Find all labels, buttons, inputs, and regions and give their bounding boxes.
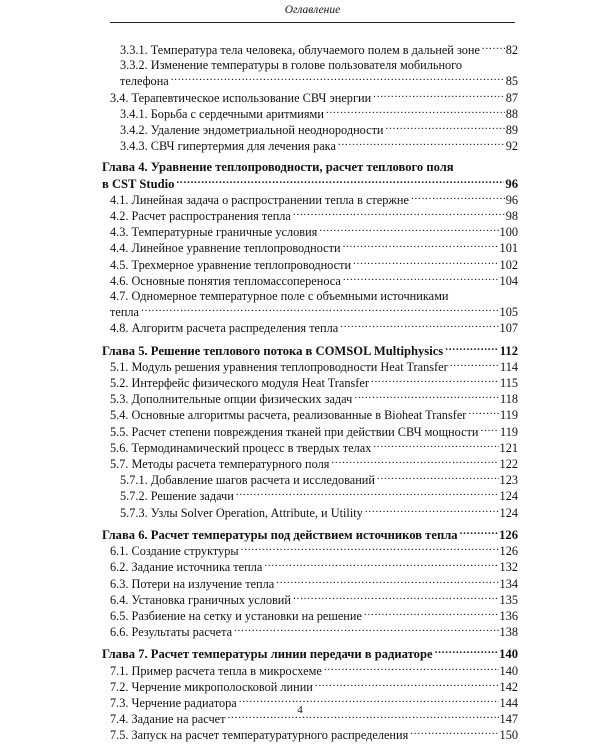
- toc-entry-title: Глава 5. Решение теплового потока в COMSOL Multiphysics: [102, 343, 444, 358]
- toc-chapter-entry[interactable]: [102, 646, 518, 662]
- toc-page-number: 132: [499, 560, 518, 575]
- dot-leader: [373, 90, 505, 102]
- toc-page-number: 142: [499, 679, 518, 694]
- toc-entry-title: 6.3. Потери на излучение тепла: [110, 576, 275, 591]
- toc-page-number: 119: [500, 408, 518, 423]
- toc-page-number: 118: [500, 392, 518, 407]
- toc-page-number: 104: [499, 273, 518, 288]
- toc-entry-title: 4.3. Температурные граничные условия: [110, 225, 318, 240]
- toc-entry[interactable]: [110, 289, 518, 320]
- toc-chapter-entry[interactable]: [102, 160, 518, 191]
- toc-entry-title: 4.4. Линейное уравнение теплопроводности: [110, 241, 341, 256]
- toc-entry[interactable]: [110, 456, 518, 472]
- toc-entry-title: тепла: [110, 305, 140, 320]
- toc-entry-title: 5.2. Интерфейс физического модуля Heat Transfer: [110, 376, 369, 391]
- toc-entry-title: 5.7.1. Добавление шагов расчета и исследований: [120, 473, 375, 488]
- toc-entry[interactable]: [110, 592, 518, 608]
- toc-page-number: 121: [499, 440, 518, 455]
- toc-entry-title: 4.8. Алгоритм расчета распределения тепла: [110, 321, 339, 336]
- toc-entry[interactable]: [120, 505, 518, 521]
- toc-entry[interactable]: [110, 224, 518, 240]
- dot-leader: [410, 727, 498, 739]
- toc-entry[interactable]: [110, 208, 518, 224]
- toc-entry[interactable]: [120, 472, 518, 488]
- toc-entry-title: Глава 4. Уравнение теплопроводности, расчет теплового поля: [102, 160, 454, 175]
- toc-page-number: 112: [499, 343, 518, 358]
- dot-leader: [236, 488, 499, 500]
- toc-entry-title: 6.4. Установка граничных условий: [110, 592, 291, 607]
- table-of-contents: [102, 42, 518, 744]
- dot-leader: [468, 407, 499, 419]
- toc-page-number: 98: [505, 209, 518, 224]
- dot-leader: [315, 679, 499, 691]
- dot-leader: [171, 73, 505, 85]
- dot-leader: [293, 592, 499, 604]
- toc-entry[interactable]: [120, 488, 518, 504]
- dot-leader: [338, 138, 505, 150]
- toc-entry-title: 5.3. Дополнительные опции физических задач: [110, 392, 353, 407]
- dot-leader: [365, 505, 499, 517]
- toc-entry[interactable]: [110, 407, 518, 423]
- toc-entry-title: 5.7. Методы расчета температурного поля: [110, 457, 330, 472]
- toc-entry[interactable]: [120, 42, 518, 58]
- toc-page-number: 88: [505, 106, 518, 121]
- toc-page-number: 114: [500, 359, 518, 374]
- dot-leader: [445, 343, 499, 355]
- toc-entry[interactable]: [110, 608, 518, 624]
- toc-entry-title: 5.7.2. Решение задачи: [120, 489, 234, 504]
- toc-page-number: 124: [499, 489, 518, 504]
- toc-entry[interactable]: [110, 273, 518, 289]
- toc-page-number: 82: [505, 43, 518, 57]
- dot-leader: [340, 320, 498, 332]
- toc-entry[interactable]: [110, 359, 518, 375]
- toc-entry[interactable]: [110, 663, 518, 679]
- toc-entry-title: 5.1. Модуль решения уравнения теплопроводности Heat Transfer: [110, 359, 448, 374]
- toc-page-number: 138: [499, 625, 518, 640]
- toc-entry[interactable]: [110, 576, 518, 592]
- running-header: Оглавление: [284, 4, 341, 16]
- toc-page-number: 124: [499, 505, 518, 520]
- toc-page-number: 119: [500, 424, 518, 439]
- toc-entry[interactable]: [110, 257, 518, 273]
- dot-leader: [324, 663, 499, 675]
- toc-entry-title: Глава 6. Расчет температуры под действием источников тепла: [102, 527, 458, 542]
- dot-leader: [331, 456, 498, 468]
- dot-leader: [343, 240, 499, 252]
- toc-entry[interactable]: [110, 559, 518, 575]
- toc-entry-title: 3.4.1. Борьба с сердечными аритмиями: [120, 106, 324, 121]
- toc-page-number: 140: [499, 663, 518, 678]
- dot-leader: [371, 375, 499, 387]
- toc-page-number: 101: [499, 241, 518, 256]
- toc-page-number: 89: [505, 123, 518, 138]
- toc-entry-title: 3.3.1. Температура тела человека, облучаемого полем в дальней зоне: [120, 43, 480, 57]
- toc-page-number: 144: [499, 695, 518, 710]
- toc-entry-title: 7.5. Запуск на расчет температуратурного распределения: [110, 728, 409, 743]
- toc-entry[interactable]: [110, 727, 518, 743]
- dot-leader: [264, 559, 498, 571]
- toc-entry-title: 7.1. Пример расчета тепла в микросхеме: [110, 663, 322, 678]
- toc-page-number: 123: [499, 473, 518, 488]
- toc-entry-title: телефона: [120, 74, 169, 89]
- toc-page-number: 105: [499, 305, 518, 320]
- dot-leader: [377, 472, 499, 484]
- toc-entry[interactable]: [110, 543, 518, 559]
- toc-entry[interactable]: [120, 58, 518, 89]
- dot-leader: [386, 122, 505, 134]
- toc-page-number: 102: [499, 257, 518, 272]
- toc-entry[interactable]: [110, 240, 518, 256]
- toc-entry[interactable]: [110, 624, 518, 640]
- toc-entry-title: 7.2. Черчение микрополосковой линии: [110, 679, 313, 694]
- toc-entry[interactable]: [110, 375, 518, 391]
- toc-page-number: 87: [505, 90, 518, 105]
- toc-chapter-entry[interactable]: [102, 343, 518, 359]
- header-rule: [110, 22, 515, 23]
- toc-entry-title: 5.7.3. Узлы Solver Operation, Attribute, и Utility: [120, 505, 363, 520]
- page-number: 4: [297, 704, 303, 716]
- dot-leader: [364, 608, 499, 620]
- toc-entry-title: 5.6. Термодинамический процесс в твердых телах: [110, 440, 372, 455]
- toc-page-number: 126: [499, 527, 518, 542]
- toc-entry-title: 5.5. Расчет степени повреждения тканей при действии СВЧ мощности: [110, 424, 479, 439]
- toc-page-number: 92: [505, 139, 518, 154]
- toc-entry[interactable]: [110, 90, 518, 106]
- toc-entry-title: 4.7. Одномерное температурное поле с объемными источниками: [110, 289, 449, 304]
- toc-page-number: 140: [499, 647, 518, 662]
- toc-entry-title: 3.3.2. Изменение температуры в голове пользователя мобильного: [120, 58, 463, 73]
- dot-leader: [460, 527, 499, 539]
- toc-entry-title: 7.3. Черчение радиатора: [110, 695, 237, 710]
- dot-leader: [354, 391, 499, 403]
- toc-entry[interactable]: [120, 122, 518, 138]
- toc-entry-title: 6.6. Результаты расчета: [110, 625, 233, 640]
- toc-entry-title: Глава 7. Расчет температуры линии передачи в радиаторе: [102, 647, 433, 662]
- dot-leader: [353, 257, 499, 269]
- toc-page-number: 147: [499, 712, 518, 727]
- toc-chapter-entry[interactable]: [102, 527, 518, 543]
- dot-leader: [373, 440, 498, 452]
- toc-page-number: 115: [500, 376, 518, 391]
- toc-entry-title: 7.4. Задание на расчет: [110, 712, 226, 727]
- toc-entry[interactable]: [110, 192, 518, 208]
- toc-entry-title: 4.6. Основные понятия тепломассопереноса: [110, 273, 341, 288]
- toc-page-number: 135: [499, 592, 518, 607]
- toc-page-number: 126: [499, 544, 518, 559]
- toc-entry-title: 3.4.3. СВЧ гипертермия для лечения рака: [120, 139, 336, 154]
- toc-page-number: 107: [499, 321, 518, 336]
- dot-leader: [176, 176, 504, 188]
- dot-leader: [319, 224, 498, 236]
- dot-leader: [343, 273, 499, 285]
- toc-page-number: 100: [499, 225, 518, 240]
- toc-entry-title: 4.1. Линейная задача о распространении тепла в стержне: [110, 192, 409, 207]
- toc-entry-title: 5.4. Основные алгоритмы расчета, реализованные в Bioheat Transfer: [110, 408, 467, 423]
- toc-page-number: 136: [499, 608, 518, 623]
- toc-entry[interactable]: [110, 679, 518, 695]
- toc-page-number: 85: [505, 74, 518, 89]
- dot-leader: [234, 624, 498, 636]
- toc-entry-title: 3.4.2. Удаление эндометриальной неоднородности: [120, 123, 384, 138]
- toc-entry-title: 3.4. Терапевтическое использование СВЧ энергии: [110, 90, 372, 105]
- toc-entry[interactable]: [110, 391, 518, 407]
- dot-leader: [276, 576, 498, 588]
- dot-leader: [435, 646, 499, 658]
- toc-entry[interactable]: [110, 424, 518, 440]
- dot-leader: [326, 106, 505, 118]
- toc-entry[interactable]: [120, 106, 518, 122]
- toc-page-number: 122: [499, 457, 518, 472]
- dot-leader: [482, 42, 505, 54]
- toc-entry[interactable]: [110, 440, 518, 456]
- dot-leader: [293, 208, 505, 220]
- toc-entry-title: 6.1. Создание структуры: [110, 544, 239, 559]
- toc-entry[interactable]: [110, 320, 518, 336]
- toc-entry-title: 6.5. Разбиение на сетку и установки на решение: [110, 608, 362, 623]
- dot-leader: [481, 424, 500, 436]
- toc-page-number: 150: [499, 728, 518, 743]
- toc-entry-title: 4.5. Трехмерное уравнение теплопроводности: [110, 257, 352, 272]
- toc-page-number: 96: [505, 176, 518, 191]
- toc-entry-title: 6.2. Задание источника тепла: [110, 560, 263, 575]
- dot-leader: [411, 192, 505, 204]
- dot-leader: [141, 304, 499, 316]
- toc-entry-title: в CST Studio: [102, 176, 175, 191]
- toc-page-number: 134: [499, 576, 518, 591]
- dot-leader: [450, 359, 499, 371]
- toc-entry-title: 4.2. Расчет распространения тепла: [110, 209, 291, 224]
- toc-page-number: 96: [505, 192, 518, 207]
- toc-entry[interactable]: [120, 138, 518, 154]
- dot-leader: [241, 543, 499, 555]
